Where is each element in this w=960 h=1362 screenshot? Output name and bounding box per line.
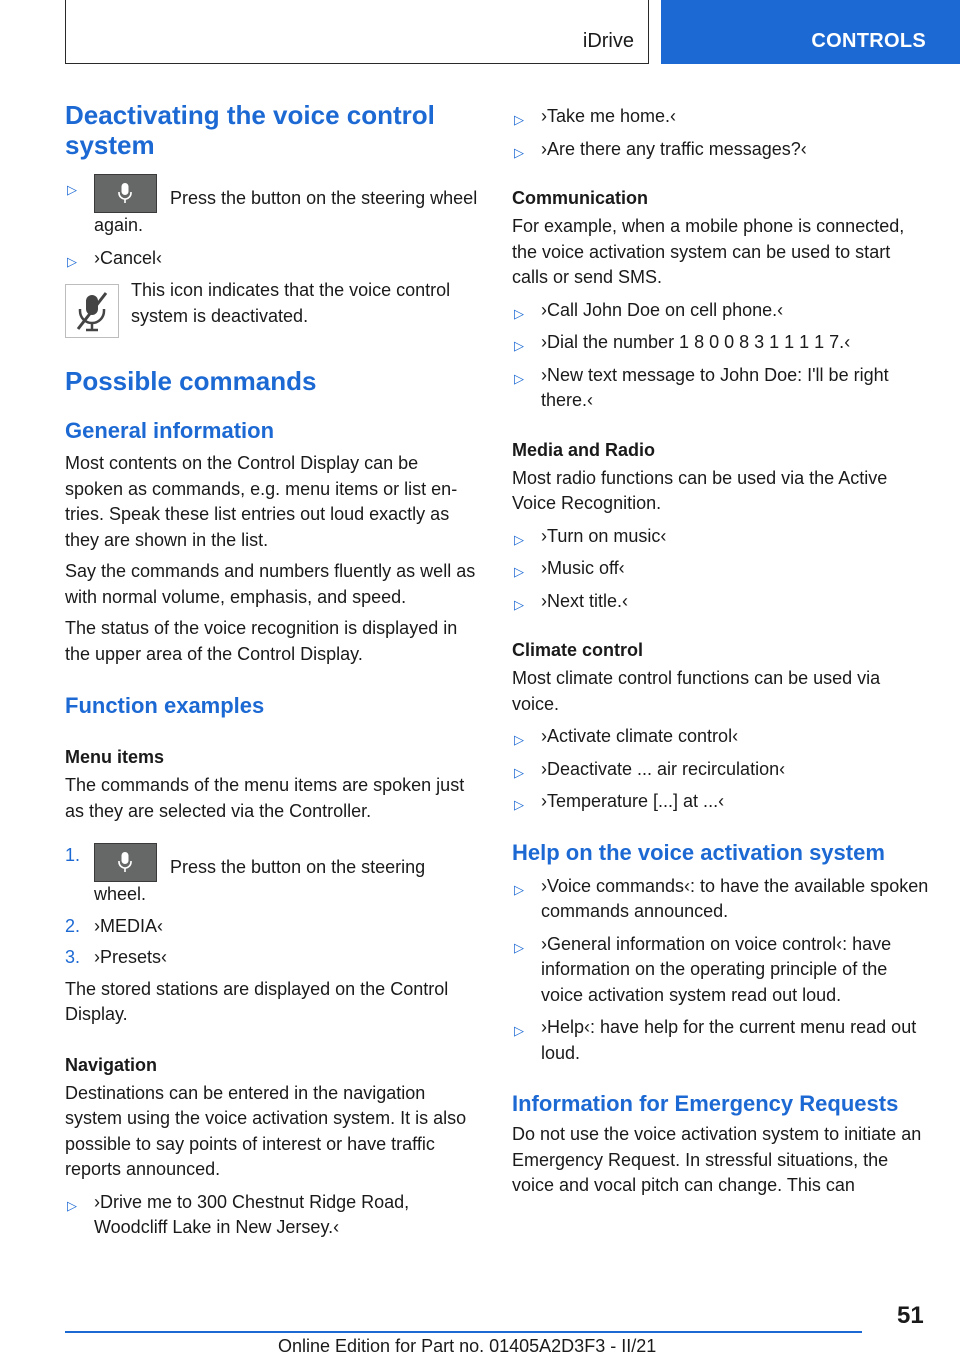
triangle-right-icon: ▷	[514, 564, 524, 579]
triangle-right-icon: ▷	[514, 338, 524, 353]
list-item	[512, 724, 930, 750]
microphone-icon	[94, 843, 157, 882]
heading-function-examples: Function examples	[65, 693, 265, 718]
triangle-right-icon: ▷	[67, 253, 77, 269]
step-number: 1.	[65, 845, 81, 865]
triangle-right-icon: ▷	[514, 144, 524, 160]
triangle-right-icon: ▷	[514, 764, 524, 780]
header-chapter-tab	[661, 0, 960, 64]
paragraph: For example, when a mobile phone is connected, the voice activation system can be used to start calls or send SMS.	[512, 216, 905, 287]
paragraph: Do not use the voice activation system to initiate an Emergency Request. In stressful situations, the voice and vocal pitch can change. This can	[512, 1124, 922, 1195]
triangle-right-icon: ▷	[514, 596, 524, 612]
heading-general-information: General information	[65, 418, 275, 443]
list-item-text: ›Drive me to 300 Chestnut Ridge Road, Woodcliff Lake in New Jersey.‹	[94, 1191, 410, 1237]
list-item-text: ›General information on voice control‹: have information on the operating principle of the voice activation system read out loud.	[541, 933, 892, 1005]
numbered-item	[65, 843, 480, 908]
heading-menu-items: Menu items	[65, 747, 165, 767]
paragraph: Most contents on the Control Display can be spoken as commands, e.g. menu items or list entries. Speak these list entries out loud exactly as they are shown in the list.	[65, 453, 458, 550]
list-item	[512, 789, 930, 815]
heading-deactivating: Deactivating the voice control system	[65, 100, 435, 160]
list-item-text: ›Deactivate ... air recirculation‹	[541, 758, 786, 779]
paragraph: The commands of the menu items are spoken just as they are selected via the Controller.	[65, 775, 465, 821]
list-item-text: ›Are there any traffic messages?‹	[541, 138, 807, 159]
triangle-right-icon: ▷	[514, 112, 524, 127]
list-item-text: ›New text message to John Doe: I'll be right there.‹	[541, 364, 889, 410]
heading-help: Help on the voice activation system	[512, 839, 885, 865]
list-item	[65, 246, 480, 272]
heading-media-radio: Media and Radio	[512, 439, 656, 460]
list-item	[512, 363, 930, 414]
heading-navigation: Navigation	[65, 1054, 158, 1075]
list-item-text: ›Dial the number 1 8 0 0 8 3 1 1 1 1 7.‹	[541, 332, 851, 352]
step-number: 3.	[65, 947, 81, 967]
list-item	[65, 174, 480, 239]
list-item-text: ›Help‹: have help for the current menu read out loud.	[541, 1017, 917, 1063]
triangle-right-icon: ▷	[514, 305, 524, 321]
list-item	[512, 330, 930, 356]
triangle-right-icon: ▷	[514, 1023, 524, 1038]
list-item-text: ›Take me home.‹	[541, 106, 677, 126]
heading-emergency: Information for Emergency Requests	[512, 1091, 899, 1116]
list-item	[512, 298, 930, 324]
triangle-right-icon: ▷	[514, 939, 524, 955]
list-item-text: ›Voice commands‹: to have the available spoken commands announced.	[541, 875, 929, 921]
microphone-icon	[94, 174, 157, 213]
header-chapter-label: CONTROLS	[811, 30, 926, 52]
page-number: 51	[897, 1302, 924, 1329]
list-item	[512, 524, 930, 550]
list-item-text: ›Next title.‹	[541, 590, 629, 611]
list-item-text: ›Music off‹	[541, 558, 625, 578]
heading-climate-control: Climate control	[512, 640, 644, 660]
step-text: ›Presets‹	[94, 947, 168, 967]
list-item	[512, 137, 930, 163]
list-item-text: ›Cancel‹	[94, 247, 163, 268]
right-column	[512, 100, 930, 1199]
step-number: 2.	[65, 915, 81, 936]
triangle-right-icon: ▷	[514, 797, 524, 812]
paragraph: Destinations can be entered in the navigation system using the voice activation system. It is also possible to say points of interest or have traffic reports announced.	[65, 1082, 467, 1179]
paragraph: Say the commands and numbers fluently as well as with normal volume, emphasis, and speed.	[65, 561, 476, 607]
step-text: Press the button on the steering wheel.	[94, 857, 426, 904]
list-item-text: ›Activate climate control‹	[541, 726, 739, 746]
list-item	[512, 874, 930, 925]
numbered-item	[65, 914, 480, 940]
triangle-right-icon: ▷	[67, 182, 77, 197]
list-item	[512, 757, 930, 783]
paragraph: The stored stations are displayed on the Control Display.	[65, 978, 449, 1024]
triangle-right-icon: ▷	[514, 531, 524, 547]
deactivated-icon-row	[65, 278, 480, 338]
list-item	[512, 932, 930, 1009]
paragraph: The status of the voice recognition is displayed in the upper area of the Control Display.	[65, 618, 458, 664]
list-item	[512, 1015, 930, 1066]
list-item	[65, 1190, 480, 1241]
numbered-item	[65, 945, 480, 971]
header-section-label: iDrive	[582, 30, 634, 52]
triangle-right-icon: ▷	[514, 881, 524, 897]
triangle-right-icon: ▷	[514, 370, 524, 386]
heading-communication: Communication	[512, 188, 649, 208]
paragraph: Most climate control functions can be used via voice.	[512, 668, 881, 714]
list-item-text: ›Temperature [...] at ...‹	[541, 791, 725, 811]
list-item	[512, 589, 930, 615]
triangle-right-icon: ▷	[67, 1197, 77, 1213]
step-text: ›MEDIA‹	[94, 915, 163, 936]
footer-edition: Online Edition for Part no. 01405A2D3F3 - II/21	[278, 1336, 657, 1356]
triangle-right-icon: ▷	[514, 732, 524, 747]
footer-rule	[65, 1331, 862, 1333]
list-item-text: Press the button on the steering wheel again.	[94, 188, 478, 235]
list-item	[512, 556, 930, 582]
heading-possible-commands: Possible commands	[65, 366, 317, 396]
list-item	[512, 104, 930, 130]
left-column	[65, 100, 480, 1241]
microphone-off-icon	[65, 284, 119, 338]
header-section-box	[65, 0, 649, 64]
paragraph: Most radio functions can be used via the Active Voice Recognition.	[512, 467, 888, 513]
list-item-text: ›Turn on music‹	[541, 525, 667, 546]
deactivated-icon-description: This icon indicates that the voice control system is deactivated.	[131, 280, 451, 326]
list-item-text: ›Call John Doe on cell phone.‹	[541, 299, 784, 320]
